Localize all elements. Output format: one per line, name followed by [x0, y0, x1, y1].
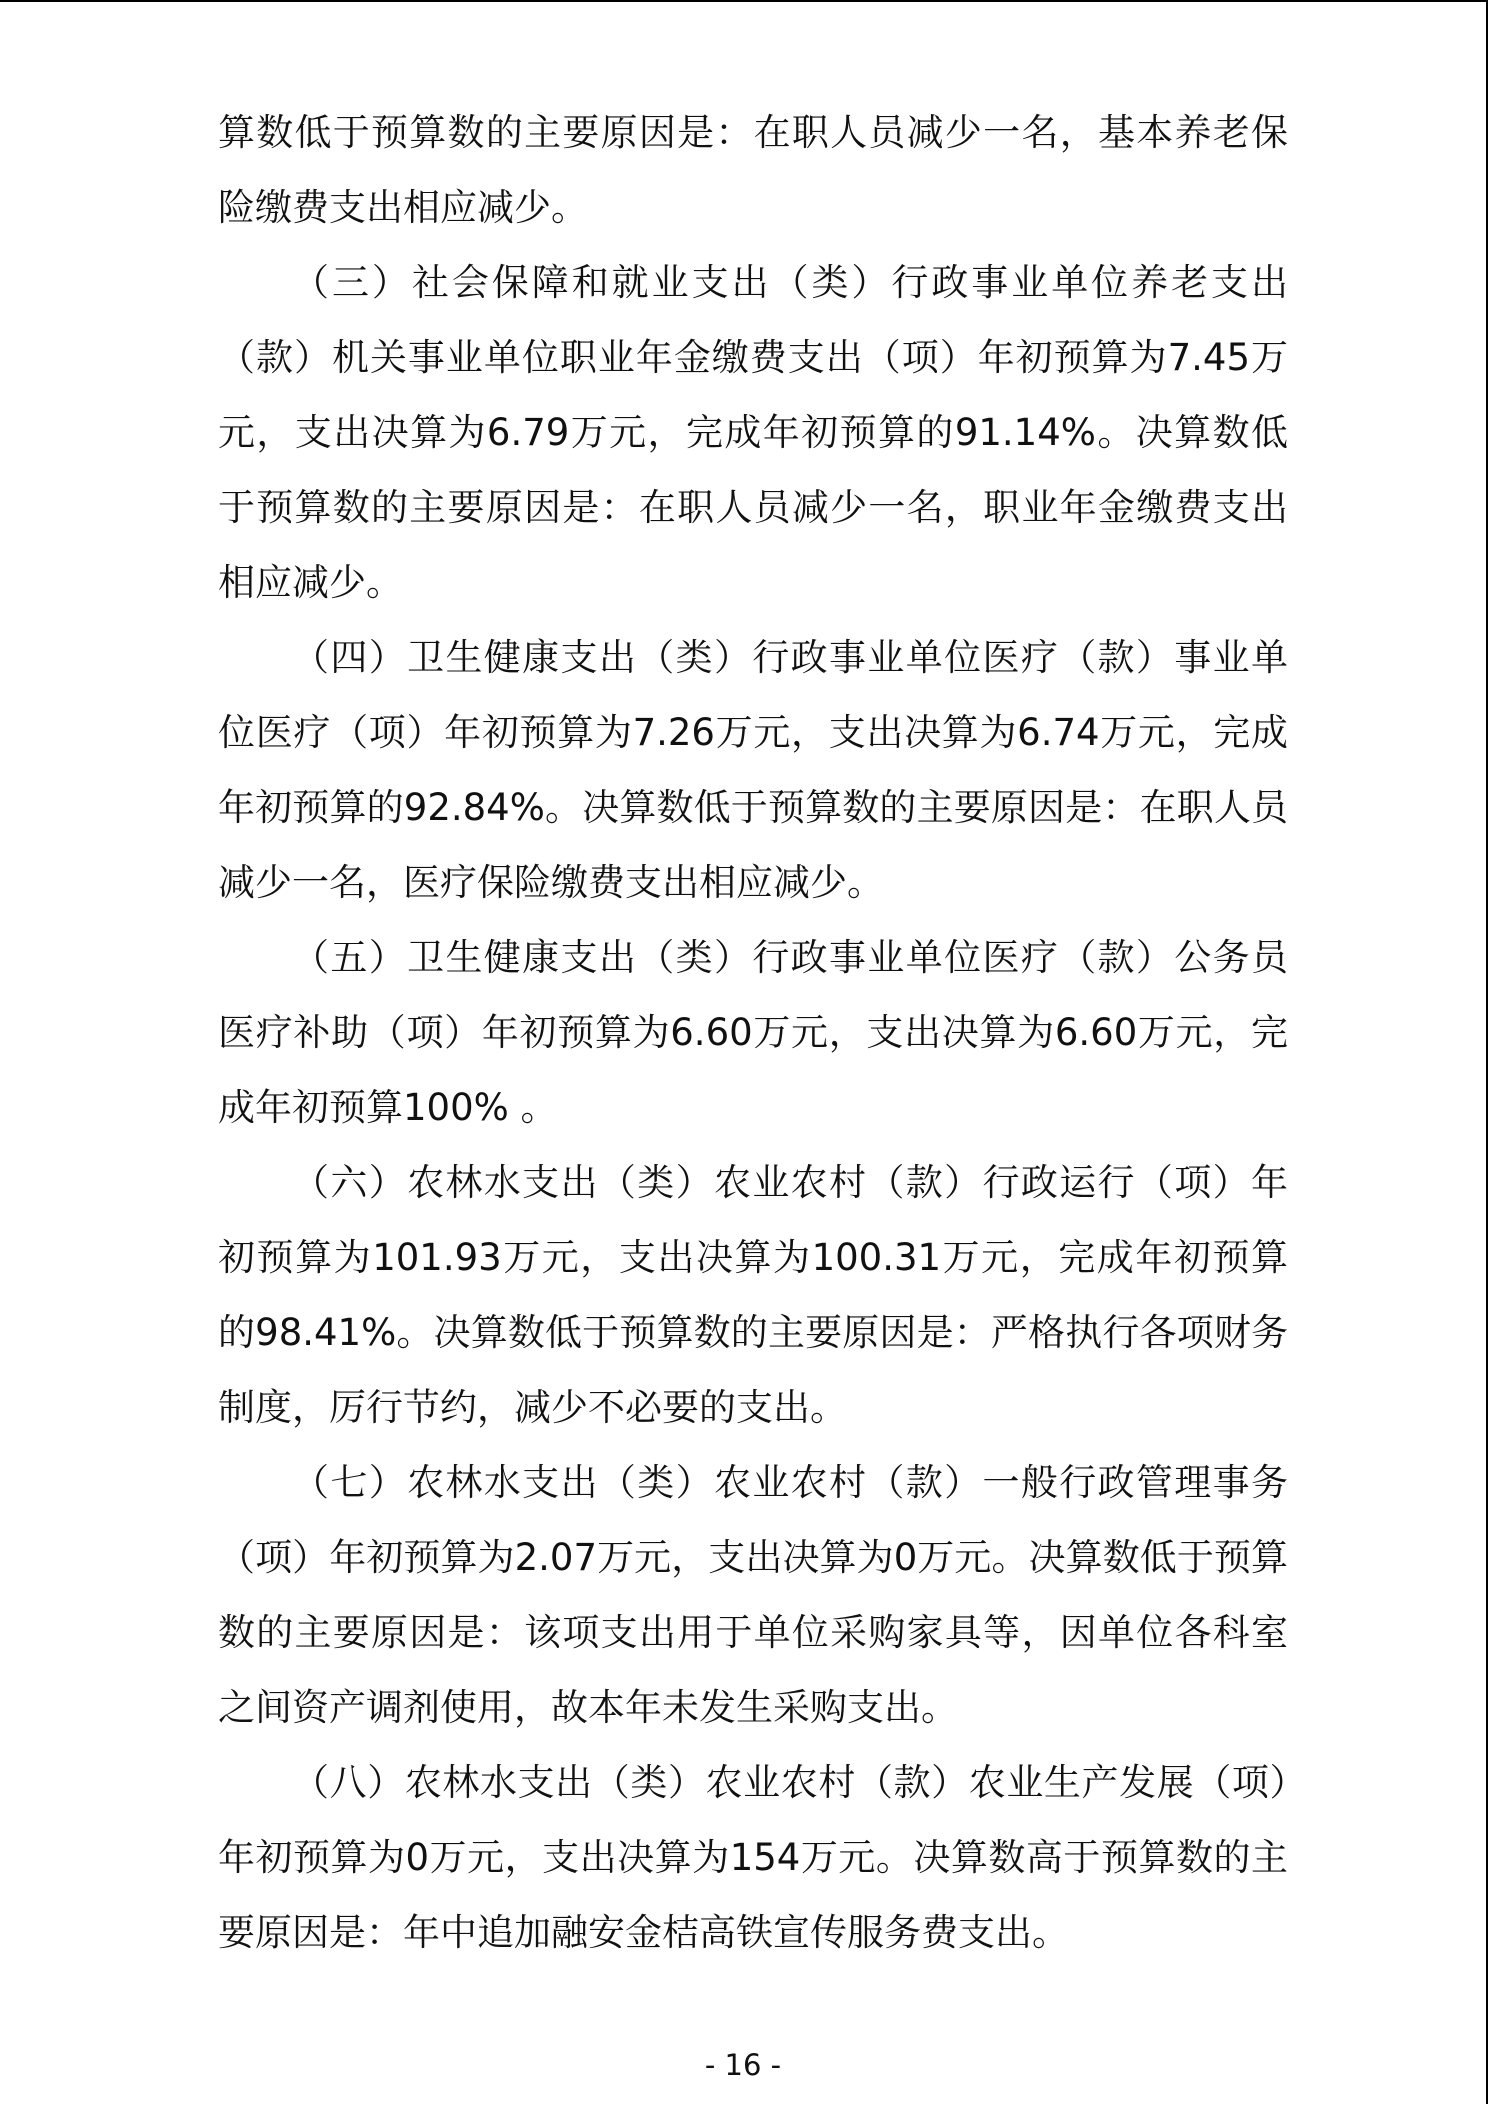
paragraph-item-4: （四）卫生健康支出（类）行政事业单位医疗（款）事业单位医疗（项）年初预算为7.26万元，支出决算为6.74万元，完成年初预算的92.84%。决算数低于预算数的主要原因是：在职人员减少一名，医疗保险缴费支出相应减少。 — [218, 636, 1288, 904]
paragraph-item-5: （五）卫生健康支出（类）行政事业单位医疗（款）公务员医疗补助（项）年初预算为6.60万元，支出决算为6.60万元，完成年初预算100% 。 — [218, 936, 1288, 1129]
document-body — [218, 95, 1288, 1970]
paragraph-item-8: （八）农林水支出（类）农业农村（款）农业生产发展（项）年初预算为0万元，支出决算为154万元。决算数高于预算数的主要原因是：年中追加融安金桔高铁宣传服务费支出。 — [218, 1761, 1288, 1954]
continued-paragraph: 算数低于预算数的主要原因是：在职人员减少一名，基本养老保险缴费支出相应减少。 — [218, 111, 1288, 229]
paragraph-item-6: （六）农林水支出（类）农业农村（款）行政运行（项）年初预算为101.93万元，支出决算为100.31万元，完成年初预算的98.41%。决算数低于预算数的主要原因是：严格执行各项财务制度，厉行节约，减少不必要的支出。 — [218, 1161, 1288, 1429]
paragraph-item-3: （三）社会保障和就业支出（类）行政事业单位养老支出（款）机关事业单位职业年金缴费支出（项）年初预算为7.45万元，支出决算为6.79万元，完成年初预算的91.14%。决算数低于预算数的主要原因是：在职人员减少一名，职业年金缴费支出相应减少。 — [218, 261, 1288, 604]
page-number: - 16 - — [704, 2048, 782, 2082]
paragraph-item-7: （七）农林水支出（类）农业农村（款）一般行政管理事务（项）年初预算为2.07万元，支出决算为0万元。决算数低于预算数的主要原因是：该项支出用于单位采购家具等，因单位各科室之间资产调剂使用，故本年未发生采购支出。 — [218, 1461, 1288, 1729]
